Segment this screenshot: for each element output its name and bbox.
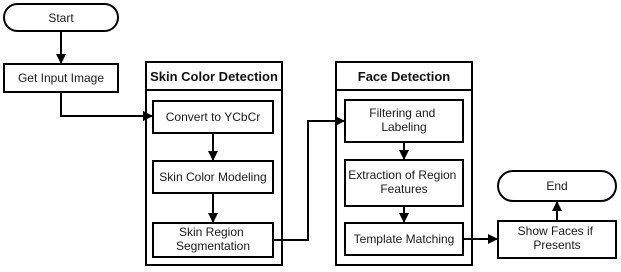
group-title-skin-color-detection: Skin Color Detection (150, 69, 278, 84)
node-skin-color-modeling (153, 161, 273, 193)
node-end (498, 171, 616, 201)
node-label: Convert to YCbCr (165, 110, 261, 124)
node-filtering-and-labeling (345, 100, 463, 142)
node-convert-to-ycbcr (153, 101, 273, 133)
node-label: Extraction of Region Features (348, 168, 457, 196)
node-label: Show Faces if Presents (517, 224, 594, 252)
node-label: Skin Color Modeling (159, 170, 267, 184)
node-start (4, 4, 118, 31)
node-label: Template Matching (353, 232, 455, 246)
node-show-faces-if-presents (498, 221, 616, 258)
node-extraction-of-region-features (345, 160, 463, 206)
node-label: Get Input Image (17, 71, 105, 85)
node-label: End (546, 179, 568, 193)
node-label: Filtering and Labeling (369, 106, 436, 134)
node-get-input-image (4, 64, 118, 92)
edge-segmentation-to-filtering (273, 121, 344, 240)
node-skin-region-segmentation (153, 223, 273, 257)
node-label: Start (48, 11, 74, 25)
node-template-matching (345, 223, 463, 255)
group-title-face-detection: Face Detection (357, 69, 451, 84)
edge-get-input-to-convert (61, 92, 152, 116)
node-label: Skin Region Segmentation (175, 225, 251, 253)
